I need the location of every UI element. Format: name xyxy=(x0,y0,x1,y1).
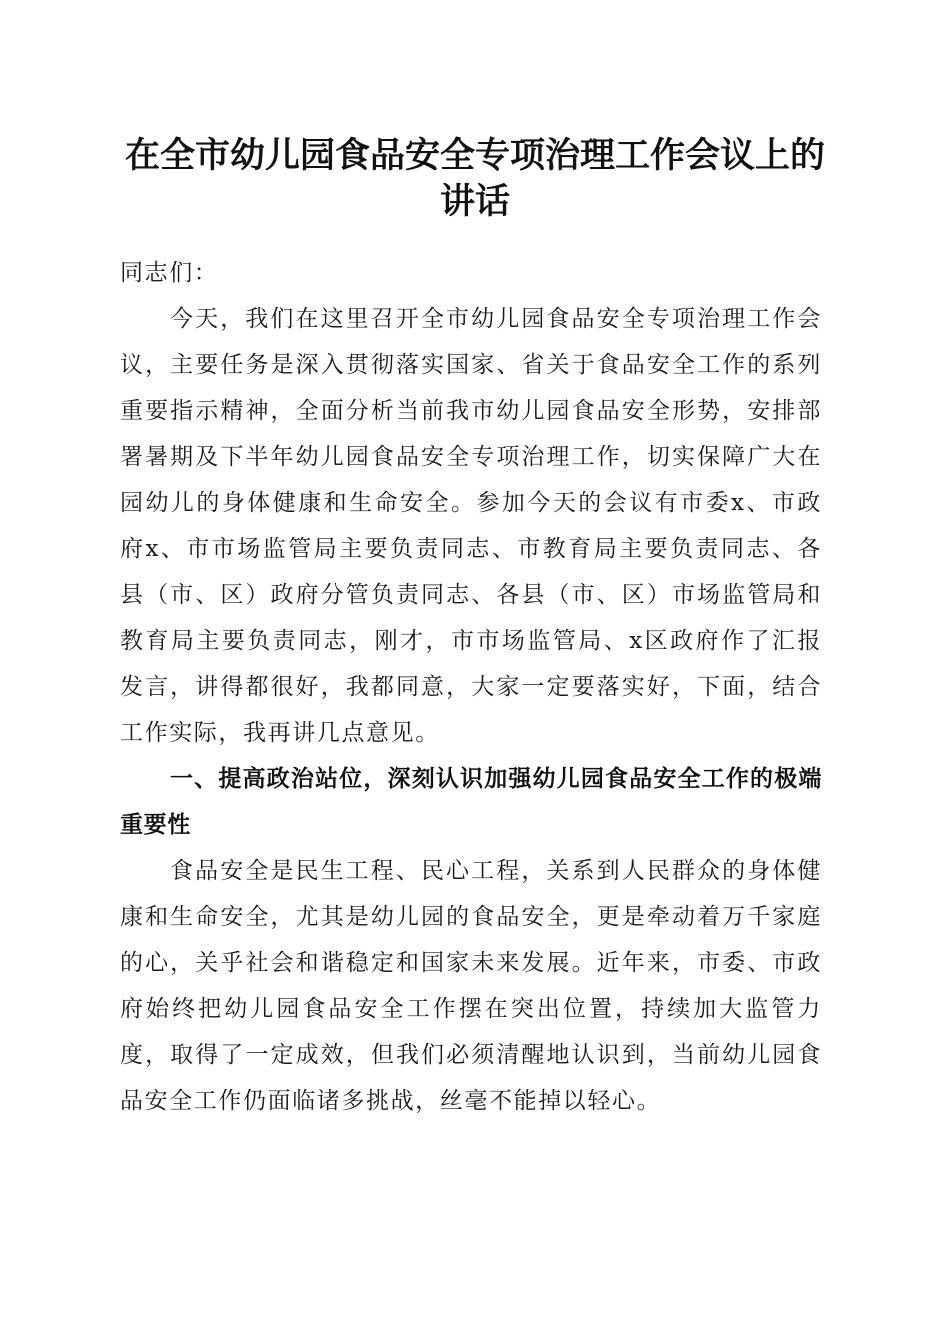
salutation: 同志们： xyxy=(120,260,219,286)
intro-paragraph: 今天，我们在这里召开全市幼儿园食品安全专项治理工作会议，主要任务是深入贯彻落实国家、省关于食品安全工作的系列重要指示精神，全面分析当前我市幼儿园食品安全形势，安排部署暑期及下半年幼儿园食品安全专项治理工作，切实保障广大在园幼儿的身体健康和生命安全。参加今天的会议有市委x、市政府x、市市场监管局主要负责同志、市教育局主要负责同志、各县（市、区）政府分管负责同志、各县（市、区）市场监管局和教育局主要负责同志，刚才，市市场监管局、x区政府作了汇报发言，讲得都很好，我都同意，大家一定要落实好，下面，结合工作实际，我再讲几点意见。 xyxy=(120,306,822,746)
section-one-paragraph: 食品安全是民生工程、民心工程，关系到人民群众的身体健康和生命安全，尤其是幼儿园的食品安全，更是牵动着万千家庭的心，关乎社会和谐稳定和国家未来发展。近年来，市委、市政府始终把幼儿园食品安全工作摆在突出位置，持续加大监管力度，取得了一定成效，但我们必须清醒地认识到，当前幼儿园食品安全工作仍面临诸多挑战，丝毫不能掉以轻心。 xyxy=(120,858,822,1114)
section-one-heading: 一、提高政治站位，深刻认识加强幼儿园食品安全工作的极端重要性 xyxy=(120,766,822,838)
document-body xyxy=(120,250,822,1124)
document-title: 在全市幼儿园食品安全专项治理工作会议上的讲话 xyxy=(124,135,825,222)
